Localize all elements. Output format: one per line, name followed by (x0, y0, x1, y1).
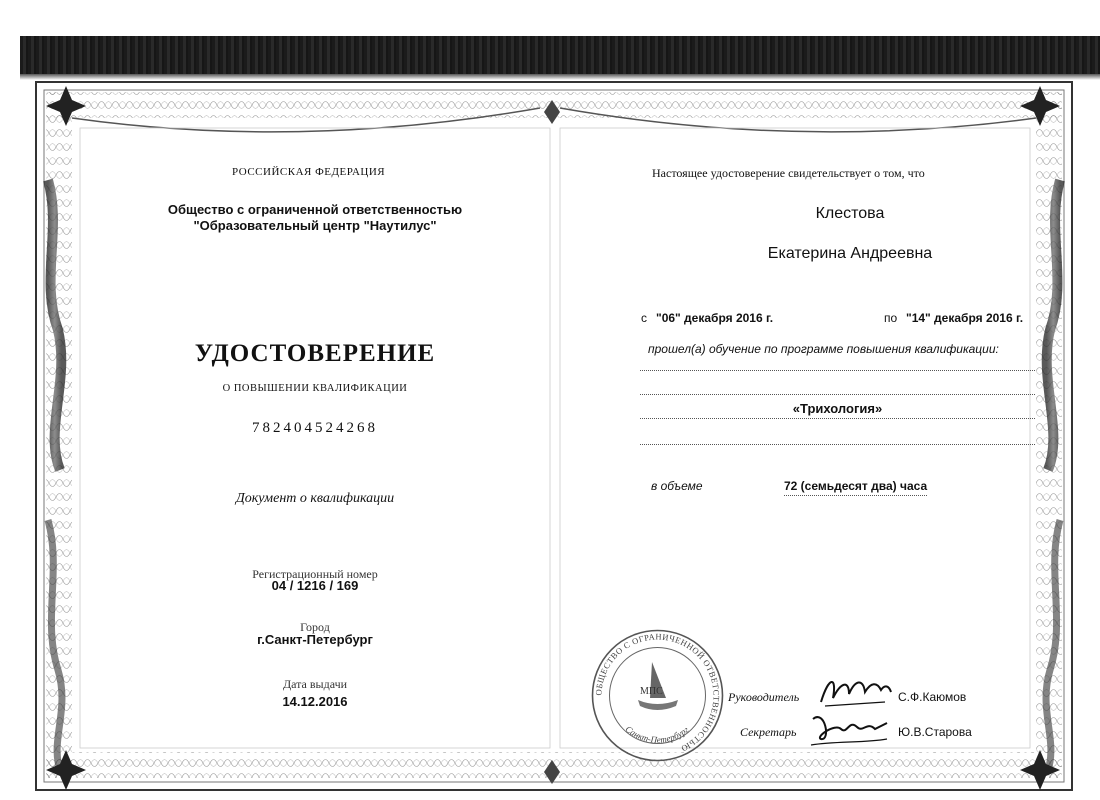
secretary-name: Ю.В.Старова (898, 725, 972, 739)
dotted-line-1 (640, 370, 1035, 371)
from-date: "06" декабря 2016 г. (656, 311, 774, 325)
document-type: Документ о квалификации (235, 491, 395, 506)
to-prefix: по (884, 311, 898, 325)
volume-label: в объеме (651, 479, 703, 493)
from-prefix: с (641, 311, 647, 325)
registration-number: 04 / 1216 / 169 (271, 578, 359, 593)
secretary-role: Секретарь (740, 725, 797, 739)
dotted-line-3 (640, 418, 1035, 419)
issue-date-label: Дата выдачи (282, 677, 348, 691)
volume-value: 72 (семьдесят два) часа (784, 479, 927, 496)
recipient-given-names: Екатерина Андреевна (767, 245, 933, 262)
serial-number: 782404524268 (252, 420, 378, 436)
to-date: "14" декабря 2016 г. (906, 311, 1024, 325)
dotted-line-4 (640, 444, 1035, 445)
program-name: «Трихология» (792, 401, 883, 416)
issue-date-value: 14.12.2016 (282, 694, 348, 709)
organization-seal-stamp (590, 628, 725, 763)
recipient-surname: Клестова (815, 205, 885, 222)
svg-text:ОБЩЕСТВО С ОГРАНИЧЕННОЙ ОТВЕТС: ОБЩЕСТВО С ОГРАНИЧЕННОЙ ОТВЕТСТВЕННОСТЬЮ (593, 631, 722, 754)
head-name: С.Ф.Каюмов (898, 690, 967, 704)
country-heading: РОССИЙСКАЯ ФЕДЕРАЦИЯ (232, 166, 386, 178)
program-text: прошел(а) обучение по программе повышения квалификации: (648, 342, 999, 356)
head-role: Руководитель (728, 690, 800, 704)
city-value: г.Санкт-Петербург (257, 632, 373, 647)
organization-name-line2: "Образовательный центр "Наутилус" (193, 218, 437, 233)
registration-label: Регистрационный номер (252, 567, 378, 581)
secretary-signature (805, 705, 890, 750)
document-title: УДОСТОВЕРЕНИЕ (194, 340, 436, 367)
intro-text: Настоящее удостоверение свидетельствует о том, что (652, 166, 925, 180)
dotted-line-2 (640, 394, 1035, 395)
organization-name-line1: Общество с ограниченной ответственностью (167, 202, 463, 217)
document-subtitle: О ПОВЫШЕНИИ КВАЛИФИКАЦИИ (222, 383, 408, 394)
svg-text:МПС: МПС (640, 686, 663, 697)
city-label: Город (300, 620, 330, 634)
svg-text:Санкт-Петербург: Санкт-Петербург (623, 723, 691, 745)
